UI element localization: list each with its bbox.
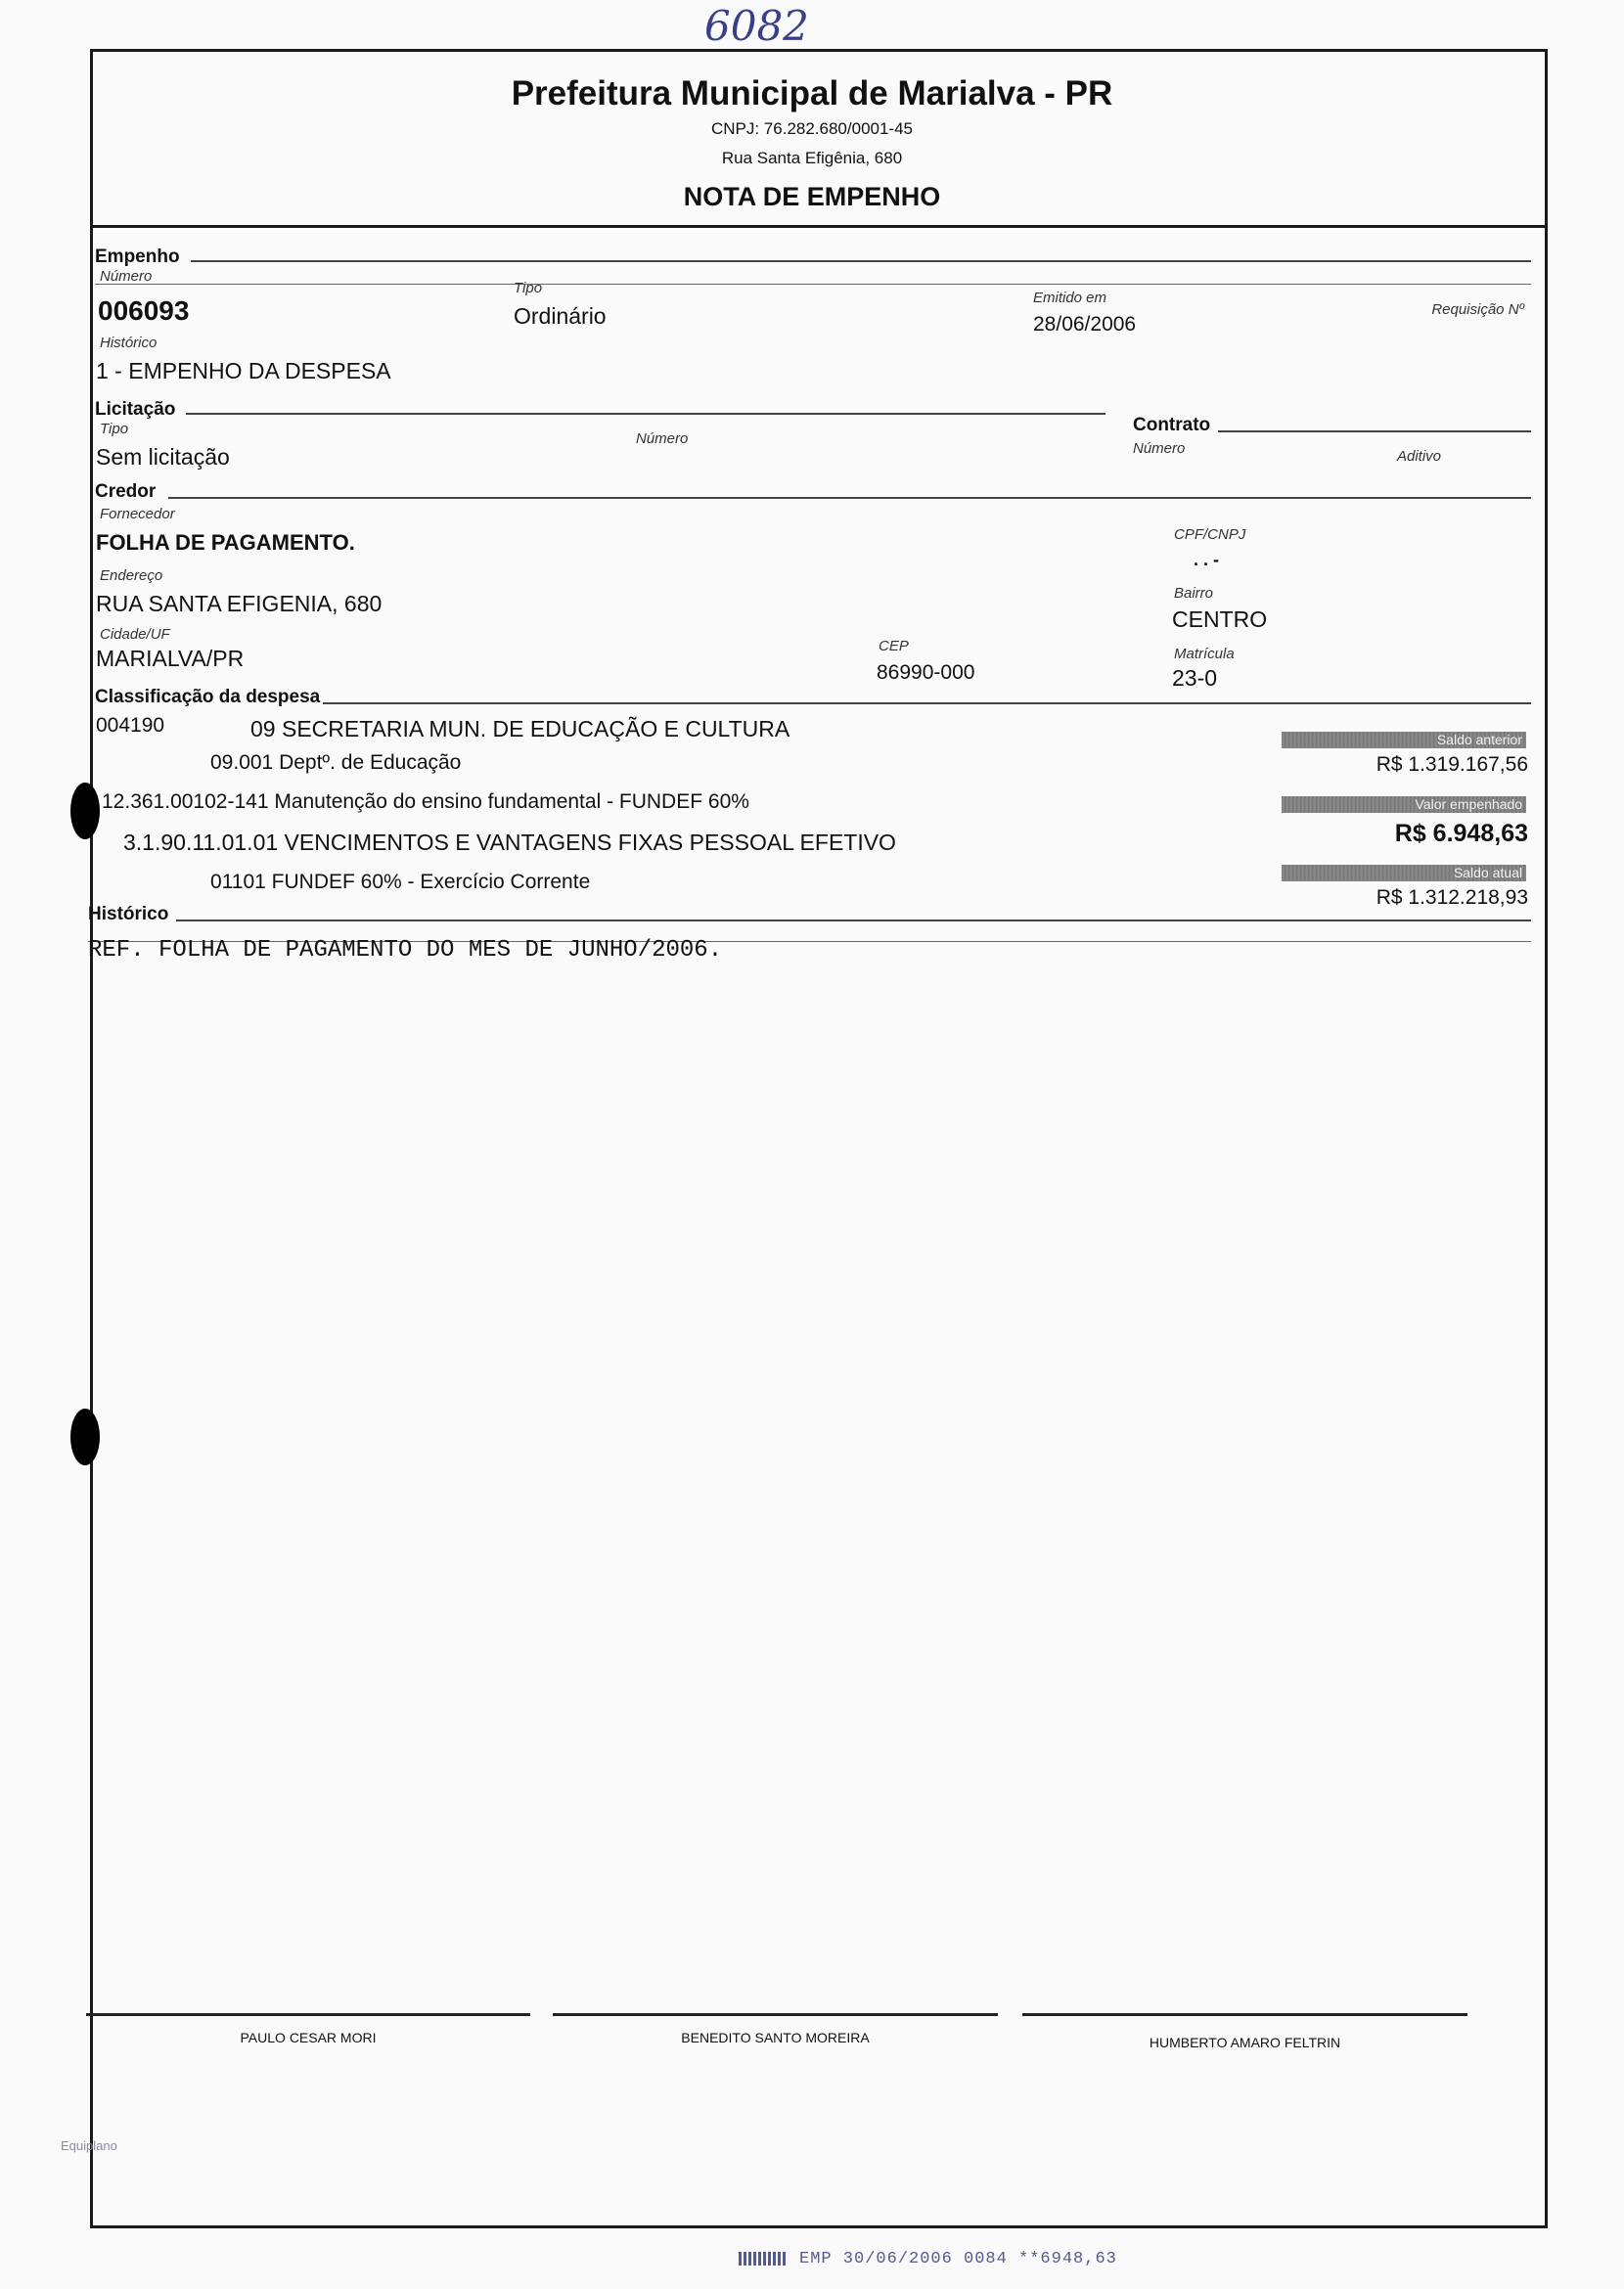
aditivo-label: Aditivo bbox=[1397, 448, 1442, 465]
valor-empenhado-value: R$ 6.948,63 bbox=[1394, 820, 1528, 847]
empenho-section-label: Empenho bbox=[95, 247, 180, 267]
saldo-anterior-value: R$ 1.319.167,56 bbox=[1376, 753, 1528, 776]
cpf-label: CPF/CNPJ bbox=[1174, 526, 1246, 543]
signature-line-3 bbox=[1022, 2013, 1467, 2016]
credor-cidade: MARIALVA/PR bbox=[96, 646, 245, 671]
handwritten-number: 6082 bbox=[704, 2, 809, 50]
signature-line-1 bbox=[86, 2013, 530, 2016]
licitacao-tipo-label: Tipo bbox=[100, 421, 129, 437]
classificacao-rule bbox=[323, 702, 1531, 704]
fornecedor-label: Fornecedor bbox=[100, 506, 175, 522]
saldo-anterior-bar: Saldo anterior bbox=[1282, 732, 1526, 748]
classificacao-linha1: 09 SECRETARIA MUN. DE EDUCAÇÃO E CULTURA bbox=[250, 716, 790, 741]
historico-rule bbox=[176, 920, 1531, 921]
empenho-numero: 006093 bbox=[98, 295, 190, 326]
licitacao-numero-label: Número bbox=[636, 430, 689, 447]
contrato-rule bbox=[1218, 430, 1531, 432]
bairro-label: Bairro bbox=[1174, 585, 1214, 602]
header-divider bbox=[90, 225, 1548, 228]
emitido-date: 28/06/2006 bbox=[1033, 313, 1137, 336]
historico-section-label: Histórico bbox=[88, 904, 169, 924]
historico-texto: REF. FOLHA DE PAGAMENTO DO MES DE JUNHO/2006. bbox=[88, 937, 723, 964]
credor-rule bbox=[168, 497, 1531, 499]
signature-name-2: BENEDITO SANTO MOREIRA bbox=[681, 2030, 870, 2045]
credor-matricula: 23-0 bbox=[1172, 665, 1218, 691]
signature-name-1: PAULO CESAR MORI bbox=[240, 2030, 377, 2045]
valor-empenhado-bar: Valor empenhado bbox=[1282, 796, 1526, 813]
classificacao-linha3: 12.361.00102-141 Manutenção do ensino fundamental - FUNDEF 60% bbox=[102, 790, 749, 813]
contrato-numero-label: Número bbox=[1133, 440, 1186, 457]
signature-name-3: HUMBERTO AMARO FELTRIN bbox=[1149, 2035, 1341, 2050]
cep-label: CEP bbox=[879, 638, 909, 654]
binder-hole-top bbox=[70, 783, 100, 839]
saldo-atual-value: R$ 1.312.218,93 bbox=[1376, 886, 1528, 909]
classificacao-linha4: 3.1.90.11.01.01 VENCIMENTOS E VANTAGENS FIXAS PESSOAL EFETIVO bbox=[123, 830, 896, 855]
credor-cpf: . . - bbox=[1194, 550, 1219, 569]
endereco-label: Endereço bbox=[100, 567, 163, 584]
contrato-section-label: Contrato bbox=[1133, 415, 1211, 435]
licitacao-section-label: Licitação bbox=[95, 399, 176, 420]
credor-endereco: RUA SANTA EFIGENIA, 680 bbox=[96, 591, 383, 616]
requisicao-label: Requisição Nº bbox=[1431, 301, 1524, 318]
numero-label: Número bbox=[100, 268, 153, 285]
document-title: NOTA DE EMPENHO bbox=[683, 182, 941, 211]
empenho-rule bbox=[191, 260, 1531, 262]
credor-section-label: Credor bbox=[95, 481, 157, 502]
tipo-label: Tipo bbox=[514, 280, 543, 296]
software-credit: Equiplano bbox=[61, 2138, 117, 2153]
emitido-label: Emitido em bbox=[1033, 290, 1107, 306]
classificacao-linha2: 09.001 Deptº. de Educação bbox=[210, 751, 462, 774]
credor-bairro: CENTRO bbox=[1172, 606, 1268, 632]
empenho-historico: 1 - EMPENHO DA DESPESA bbox=[96, 358, 391, 383]
address-text: Rua Santa Efigênia, 680 bbox=[721, 149, 903, 167]
classificacao-section-label: Classificação da despesa bbox=[95, 687, 321, 707]
credor-fornecedor: FOLHA DE PAGAMENTO. bbox=[96, 530, 355, 555]
empenho-tipo: Ordinário bbox=[514, 303, 607, 329]
stamp-logo-icon bbox=[739, 2252, 786, 2266]
licitacao-tipo: Sem licitação bbox=[96, 444, 230, 470]
stamp-text: EMP 30/06/2006 0084 **6948,63 bbox=[799, 2250, 1117, 2268]
footer-stamp bbox=[739, 2250, 1117, 2268]
cidade-label: Cidade/UF bbox=[100, 626, 170, 643]
signature-line-2 bbox=[553, 2013, 998, 2016]
credor-cep: 86990-000 bbox=[877, 661, 975, 684]
cnpj-text: CNPJ: 76.282.680/0001-45 bbox=[710, 119, 914, 138]
page-title: Prefeitura Municipal de Marialva - PR bbox=[511, 74, 1113, 112]
historico-label: Histórico bbox=[100, 335, 158, 351]
classificacao-codigo: 004190 bbox=[96, 714, 165, 737]
binder-hole-bottom bbox=[70, 1409, 100, 1465]
empenho-rule-2 bbox=[95, 284, 1531, 285]
saldo-atual-bar: Saldo atual bbox=[1282, 865, 1526, 881]
matricula-label: Matrícula bbox=[1174, 646, 1235, 662]
licitacao-rule bbox=[186, 413, 1105, 415]
classificacao-linha5: 01101 FUNDEF 60% - Exercício Corrente bbox=[210, 871, 591, 893]
